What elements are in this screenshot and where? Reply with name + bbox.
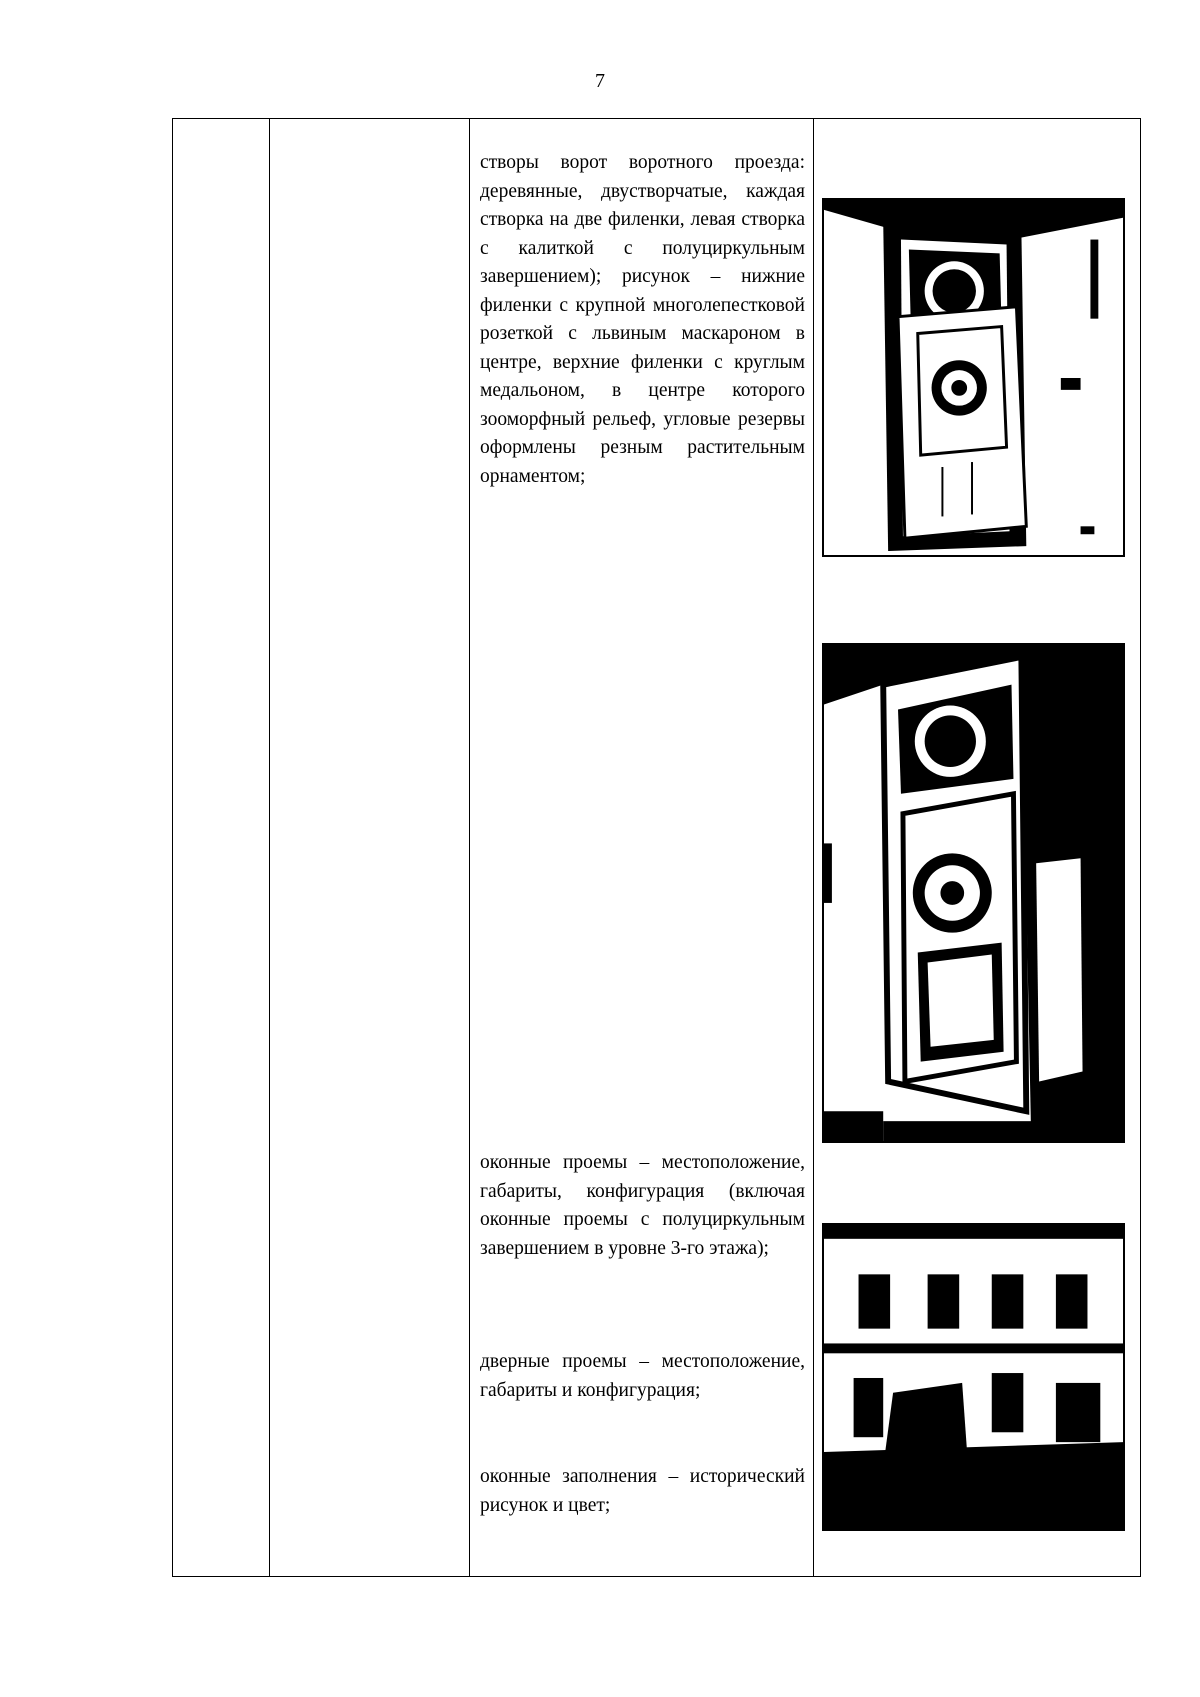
- facade-photo: [822, 1223, 1125, 1531]
- column-divider-3: [813, 119, 814, 1576]
- column-divider-1: [269, 119, 270, 1576]
- gate-leaf-photo-1: [822, 198, 1125, 557]
- text-window-fillings: оконные заполнения – исторический рисунок и цвет;: [480, 1466, 805, 1516]
- column-divider-2: [469, 119, 470, 1576]
- gate-leaf-photo-2: [822, 643, 1125, 1143]
- text-window-openings: оконные проемы – местоположение, габариты, конфигурация (включая оконные проемы с полуциркульным завершением в уровне 3-го этажа);: [480, 1152, 805, 1259]
- text-door-openings: дверные проемы – местоположение, габариты и конфигурация;: [480, 1351, 805, 1401]
- text-gate-leaves: створы ворот воротного проезда: деревянные, двустворчатые, каждая створка на две филенки, левая створка с калиткой с полуциркульным завершением); рисунок – нижние филенки с крупной многолепестковой розеткой с львиным маскароном в центре, верхние филенки с круглым медальоном, в центре которого зооморфный рельеф, угловые резервы оформлены резным растительным орнаментом;: [480, 152, 805, 487]
- page-number: 7: [595, 70, 605, 92]
